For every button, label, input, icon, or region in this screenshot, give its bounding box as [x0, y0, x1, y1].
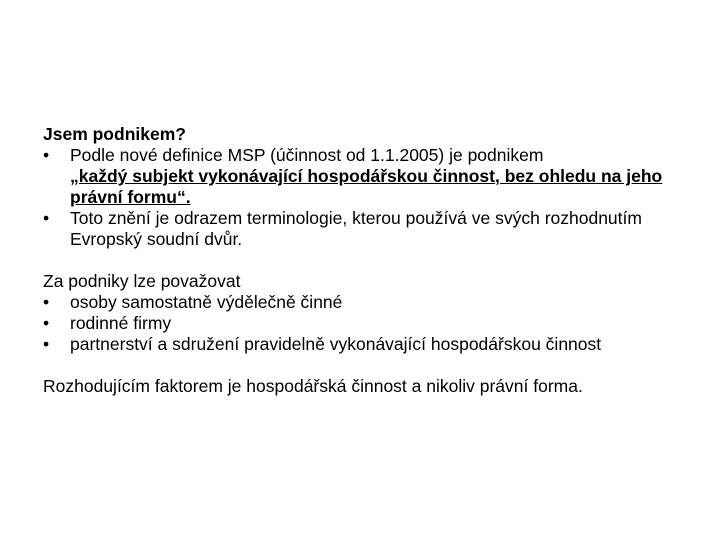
list-item	[43, 292, 703, 313]
list-item	[43, 334, 703, 355]
enterprises-intro: Za podniky lze považovat	[43, 271, 241, 291]
spacer	[43, 355, 703, 376]
list-item-text: rodinné firmy	[70, 313, 172, 333]
spacer	[43, 250, 703, 271]
enterprises-list	[43, 292, 703, 355]
bullet-icon: •	[43, 334, 50, 354]
bullet-icon: •	[43, 145, 50, 165]
bullet-icon: •	[43, 208, 50, 228]
list-item-terminology	[43, 208, 703, 250]
list-item-text: partnerství a sdružení pravidelně vykonávající hospodářskou činnost	[70, 334, 602, 354]
definition-prefix: Podle nové definice MSP (účinnost od 1.1.2005) je podnikem	[70, 145, 544, 165]
list-item-text: osoby samostatně výdělečně činné	[70, 292, 343, 312]
section-heading: Jsem podnikem?	[43, 124, 186, 144]
list-item	[43, 313, 703, 334]
definition-list	[43, 145, 703, 250]
definition-emphasis: „každý subjekt vykonávající hospodářskou činnost, bez ohledu na jeho právní formu“.	[70, 166, 663, 207]
bullet-icon: •	[43, 292, 50, 312]
conclusion-text: Rozhodujícím faktorem je hospodářská činnost a nikoliv právní forma.	[43, 376, 583, 396]
list-item-definition	[43, 145, 703, 208]
slide-content	[43, 124, 703, 397]
bullet-icon: •	[43, 313, 50, 333]
terminology-text: Toto znění je odrazem terminologie, kterou používá ve svých rozhodnutím Evropský soudní dvůr.	[70, 208, 642, 249]
